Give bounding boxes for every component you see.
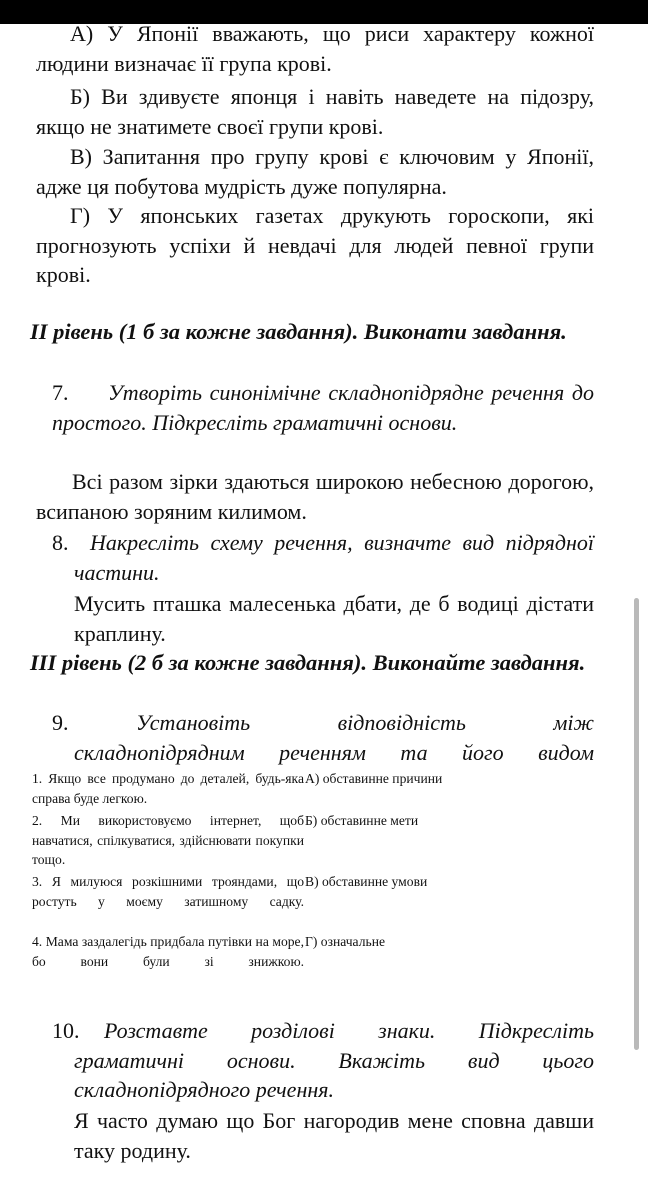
- task-7-sentence: Всі разом зірки здаються широкою небесною дорогою, всипаною зоряним килимом.: [36, 469, 594, 524]
- task-10-number: 10.: [52, 1018, 80, 1043]
- task-9-sentence-4: 4. Мама заздалегідь придбала путівки на море, бо вони були зі знижкою.: [32, 934, 304, 969]
- option-d: Г) У японських газетах друкують гороскопи, які прогнозують успіхи й невдачі для людей певної групи крові.: [36, 203, 594, 287]
- task-7-number: 7.: [52, 380, 69, 405]
- option-b: Б) Ви здивуєте японця і навіть наведете на підозру, якщо не знатимете своєї групи крові.: [36, 84, 594, 139]
- task-9-type-c: В) обставинне умови: [305, 874, 428, 889]
- task-10-sentence: Я часто думаю що Бог нагородив мене сповна давши таку родину.: [74, 1108, 594, 1163]
- option-a: А) У Японії вважають, що риси характеру кожної людини визначає її група крові.: [36, 21, 594, 76]
- vertical-scrollbar[interactable]: [634, 598, 639, 1050]
- task-9-sentence-1: 1. Якщо все продумано до деталей, будь-яка справа буде легкою.: [32, 771, 304, 806]
- task-9-sentence-2: 2. Ми використовуємо інтернет, щоб навчатися, спілкуватися, здійснювати покупки тощо.: [32, 813, 304, 868]
- task-8-instruction: Накресліть схему речення, визначте вид підрядної частини.: [74, 530, 594, 585]
- level-3-heading: ІІІ рівень (2 б за кожне завдання). Виконайте завдання.: [30, 650, 586, 675]
- task-9-number: 9.: [52, 710, 69, 735]
- task-9-type-b: Б) обставинне мети: [305, 813, 419, 828]
- task-9-type-d: Г) означальне: [305, 934, 385, 949]
- task-9-sentence-3: 3. Я милуюся розкішними трояндами, що ростуть у моєму затишному садку.: [32, 874, 304, 909]
- task-9-instruction: Установіть відповідність між складнопідрядним реченням та його видом: [74, 710, 594, 765]
- task-7-instruction: Утворіть синонімічне складнопідрядне речення до простого. Підкресліть граматичні основи.: [52, 380, 594, 435]
- task-9-type-a: А) обставинне причини: [305, 771, 443, 786]
- task-10-instruction: Розставте розділові знаки. Підкресліть граматичні основи. Вкажіть вид цього складнопідрядного речення.: [74, 1018, 594, 1102]
- task-8-sentence: Мусить пташка малесенька дбати, де б водиці дістати краплину.: [74, 591, 594, 646]
- level-2-heading: ІІ рівень (1 б за кожне завдання). Виконати завдання.: [30, 319, 567, 344]
- option-c: В) Запитання про групу крові є ключовим у Японії, адже ця побутова мудрість дуже популярна.: [36, 144, 594, 199]
- task-8-number: 8.: [52, 530, 69, 555]
